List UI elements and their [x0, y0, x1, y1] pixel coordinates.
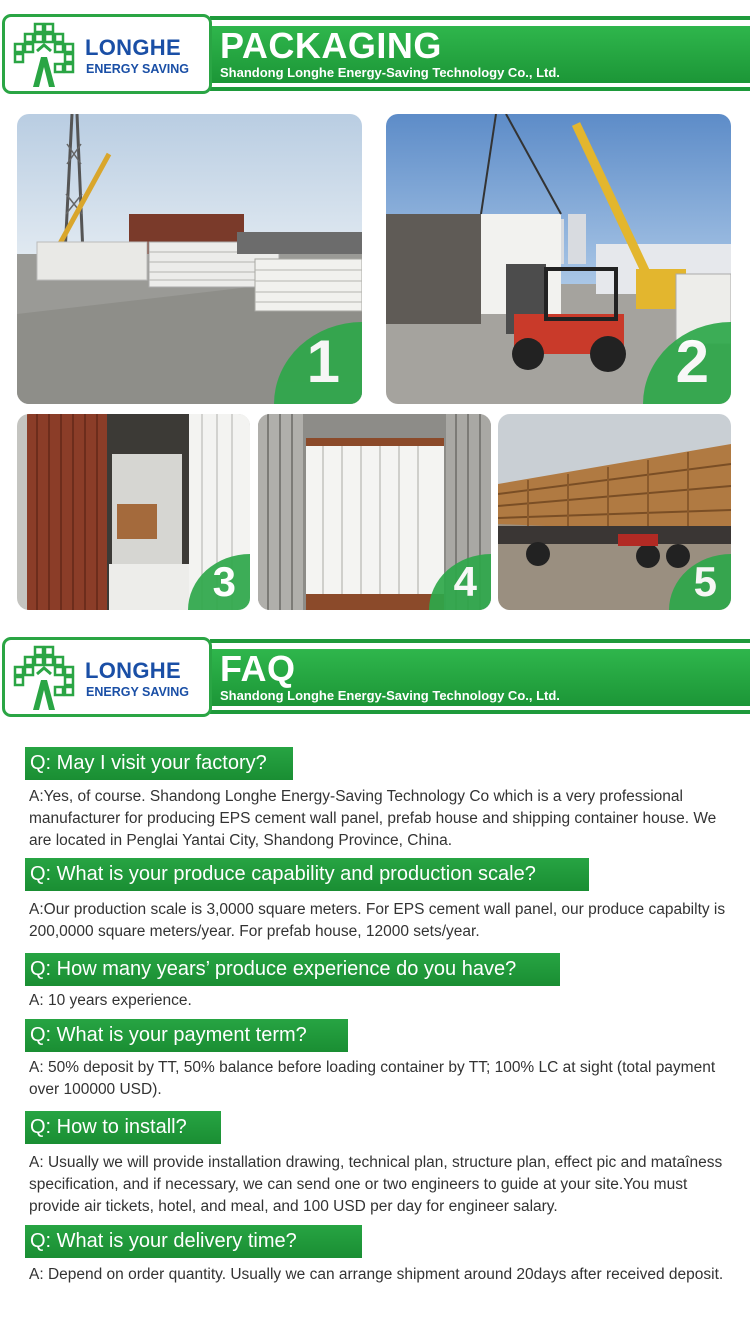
packaging-photo-3 [17, 414, 250, 610]
section-subtitle: Shandong Longhe Energy-Saving Technology Co., Ltd. [220, 65, 560, 80]
tree-building-icon [11, 21, 77, 89]
header-bottom-stripe [210, 87, 750, 91]
photo-number: 2 [675, 328, 709, 395]
packaging-header [0, 14, 750, 96]
faq-question: Q: What is your delivery time? [25, 1225, 362, 1258]
photo-number: 3 [212, 558, 236, 605]
faq-question: Q: How to install? [25, 1111, 221, 1144]
packaging-photo-5 [498, 414, 731, 610]
section-subtitle: Shandong Longhe Energy-Saving Technology Co., Ltd. [220, 688, 560, 703]
faq-answer: A: 10 years experience. [29, 992, 192, 1009]
faq-answer: A: Depend on order quantity. Usually we can arrange shipment around 20days after received deposit. [29, 1266, 724, 1283]
packaging-photo-2 [386, 114, 731, 404]
brand-name: LONGHE [85, 35, 181, 60]
packaging-photo-1 [17, 114, 362, 404]
section-title: FAQ [220, 648, 296, 689]
header-top-stripe [210, 639, 750, 643]
tree-building-icon [11, 644, 77, 712]
company-logo [2, 14, 212, 94]
brand-tagline: ENERGY SAVING [86, 685, 190, 699]
faq-question: Q: May I visit your factory? [25, 747, 293, 780]
faq-answer: A: Usually we will provide installation drawing, technical plan, structure plan, effect pic and mataîness specification, and if necessary, we can send one or two engineers to guide at your site.You must provide air tickets, hotel, and meal, and 100 USD per day for engineer salary. [29, 1154, 723, 1215]
photo-number: 4 [453, 558, 477, 605]
header-top-stripe [210, 16, 750, 20]
packaging-photo-4 [258, 414, 491, 610]
company-logo [2, 637, 212, 717]
faq-answer: A:Our production scale is 3,0000 square meters. For EPS cement wall panel, our produce capabilty is 200,0000 square meters/year. For prefab house, 12000 sets/year. [29, 901, 726, 940]
section-title: PACKAGING [220, 25, 442, 66]
faq-answer: A:Yes, of course. Shandong Longhe Energy-Saving Technology Co which is a very professional manufacturer for producing EPS cement wall panel, prefab house and shipping container house. We are located in Penglai Yantai City, Shandong Province, China. [29, 788, 717, 849]
faq-header [0, 637, 750, 719]
photo-number: 5 [693, 558, 717, 605]
faq-answer: A: 50% deposit by TT, 50% balance before loading container by TT; 100% LC at sight (total payment over 100000 USD). [29, 1059, 716, 1098]
faq-question: Q: What is your payment term? [25, 1019, 348, 1052]
photo-number: 1 [306, 328, 340, 395]
brand-tagline: ENERGY SAVING [86, 62, 190, 76]
brand-name: LONGHE [85, 658, 181, 683]
faq-question: Q: What is your produce capability and production scale? [25, 858, 589, 891]
header-bottom-stripe [210, 710, 750, 714]
faq-question: Q: How many years’ produce experience do you have? [25, 953, 560, 986]
